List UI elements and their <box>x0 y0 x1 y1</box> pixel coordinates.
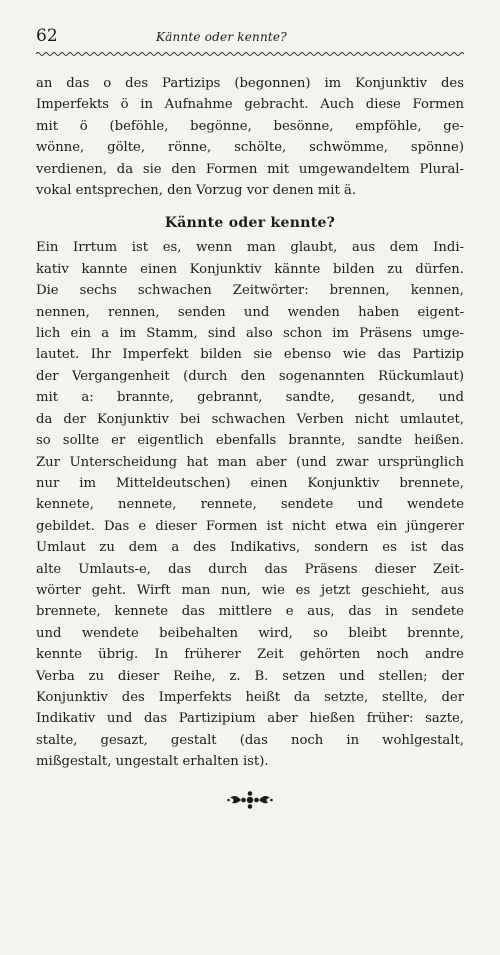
text-line: und wendete beibehalten wird, so bleibt brennte, <box>36 625 464 641</box>
text-line: Ein Irrtum ist es, wenn man glaubt, aus dem Indi- <box>36 240 464 256</box>
wavy-rule-icon <box>36 51 464 57</box>
text-line: gebildet. Das e dieser Formen ist nicht etwa ein jüngerer <box>36 518 464 534</box>
floral-ornament-icon <box>226 790 274 810</box>
paragraph-intro <box>36 73 464 201</box>
text-line: wörter geht. Wirft man nun, wie es jetzt geschieht, aus <box>36 582 464 598</box>
text-line: verdienen, da sie den Formen mit umgewandeltem Plural- <box>36 161 464 177</box>
paragraph-main <box>36 237 464 772</box>
header-rule <box>36 51 464 57</box>
text-line: Indikativ und das Partizipium aber hießen früher: sazte, <box>36 711 464 727</box>
text-line: Imperfekts ö in Aufnahme gebracht. Auch diese Formen <box>36 97 464 113</box>
text-line: kennte übrig. In früherer Zeit gehörten noch andre <box>36 647 464 663</box>
book-page <box>36 26 464 773</box>
text-line: nennen, rennen, senden und wenden haben eigent- <box>36 304 464 320</box>
text-line: so sollte er eigentlich ebenfalls brannte, sandte heißen. <box>36 433 464 449</box>
running-head <box>36 26 464 48</box>
text-line: Konjunktiv des Imperfekts heißt da setzte, stellte, der <box>36 689 464 705</box>
running-title: Kännte oder kennte? <box>156 30 287 44</box>
text-line: Umlaut zu dem a des Indikativs, sondern es ist das <box>36 540 464 556</box>
page-number: 62 <box>36 26 58 46</box>
text-line: lautet. Ihr Imperfekt bilden sie ebenso wie das Partizip <box>36 347 464 363</box>
text-line: kativ kannte einen Konjunktiv kännte bilden zu dürfen. <box>36 261 464 277</box>
text-line: mit a: brannte, gebrannt, sandte, gesandt, und <box>36 390 464 406</box>
text-line: mit ö (beföhle, begönne, besönne, empföhle, ge- <box>36 118 464 134</box>
text-line: kennete, nennete, rennete, sendete und wendete <box>36 497 464 513</box>
text-line: vokal entsprechen, den Vorzug vor denen mit ä. <box>36 183 357 199</box>
text-line: alte Umlauts-e, das durch das Präsens dieser Zeit- <box>36 561 464 577</box>
text-line: stalte, gesazt, gestalt (das noch in wohlgestalt, <box>36 732 464 748</box>
text-line: der Vergangenheit (durch den sogenannten Rückumlaut) <box>36 368 464 384</box>
text-line: Verba zu dieser Reihe, z. B. setzen und stellen; der <box>36 668 464 684</box>
text-line: Zur Unterscheidung hat man aber (und zwar ursprünglich <box>36 454 464 470</box>
text-line: lich ein a im Stamm, sind also schon im Präsens umge- <box>36 326 464 342</box>
text-line: da der Konjunktiv bei schwachen Verben nicht umlautet, <box>36 411 464 427</box>
section-heading: Kännte oder kennte? <box>164 215 336 232</box>
text-line: mißgestalt, ungestalt erhalten ist). <box>36 754 269 770</box>
text-line: nur im Mitteldeutschen) einen Konjunktiv brennete, <box>36 475 464 491</box>
text-line: Die sechs schwachen Zeitwörter: brennen, kennen, <box>36 283 464 299</box>
text-line: an das o des Partizips (begonnen) im Konjunktiv des <box>36 76 464 91</box>
text-line: wönne, gölte, rönne, schölte, schwömme, spönne) <box>36 140 464 156</box>
text-line: brennete, kennete das mittlere e aus, das in sendete <box>36 604 464 620</box>
